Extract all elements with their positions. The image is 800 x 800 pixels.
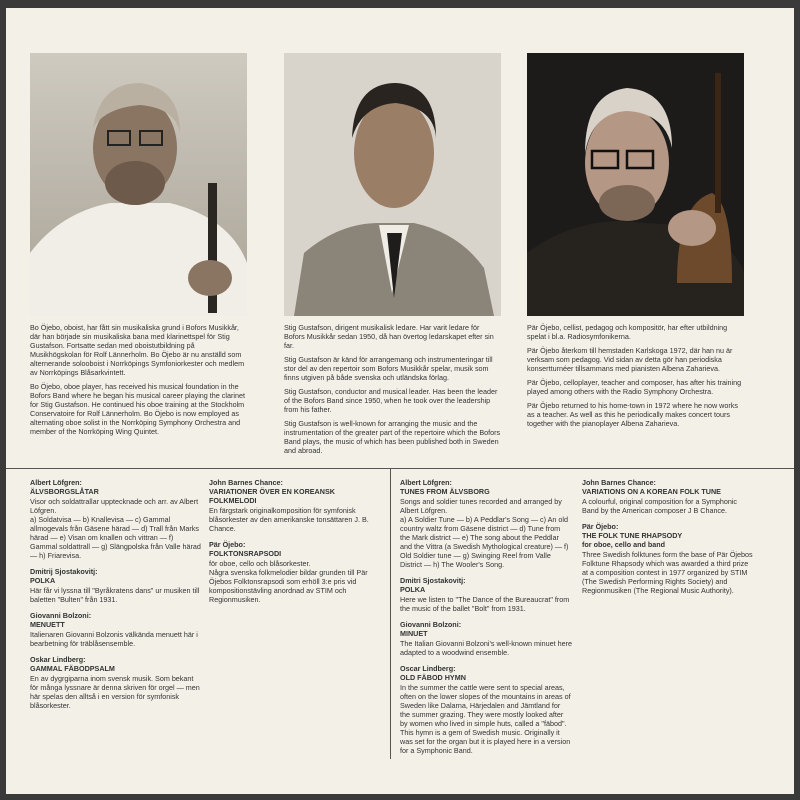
- work-title: VARIATIONER ÖVER EN KOREANSK FOLKMELODI: [209, 487, 335, 505]
- note-text: In the summer the cattle were sent to special areas, often on the lower slopes of the mountains in areas of Sweden like Dalarna, Härjedalen and Jämtland for the summer grazing. They were mostly looked after by women who lived in simple huts, called a "fäbod". This hymn is a gem of Swedish music. Originally it was set for the organ but it is played here in a version for a Symphonic Band.: [400, 683, 571, 755]
- note-text: Three Swedish folktunes form the base of Pär Öjebos Folktune Rhapsody which was awarded a third prize at a composition contest in 1977 organized by STIM (The Swedish Performing Rights Society) and Regionmusiken (The Regional Music Authority).: [582, 550, 753, 595]
- note-text: Here we listen to "The Dance of the Bureaucrat" from the music of the ballet "Bolt" from 1931.: [400, 595, 570, 613]
- note-entry: [30, 567, 202, 604]
- composer: Oscar Lindberg:: [400, 664, 456, 673]
- work-title: FOLKTONSRAPSODI: [209, 549, 282, 558]
- work-title: VARIATIONS ON A KOREAN FOLK TUNE: [582, 487, 721, 496]
- notes-col-4: [582, 478, 754, 602]
- composer: Pär Öjebo:: [209, 540, 246, 549]
- bio-stig-gustafson-sv2: Stig Gustafson är känd för arrangemang och instrumenteringar till stor del av den repertoir som Bofors Musikkår spelar, musik som finns utgiven på både svenska och utländska förlag.: [284, 355, 493, 382]
- work-title: MENUETT: [30, 620, 65, 629]
- work-title: POLKA: [30, 576, 56, 585]
- work-subtitle: for oboe, cello and band: [582, 540, 666, 549]
- bio-bo-ojebo-en: Bo Öjebo, oboe player, has received his musical foundation in the Bofors Band where he began his musical career playing the clarinet for Stig Gustafson. He continued his oboe training at the Stockholm Conservatoire for Rolf Lännerholm. Bo Öjebo is now employed as alternating oboe solist in the Norrköping Symphony Orchestra and member of the Norrköping Wing Quintet.: [30, 382, 245, 436]
- bio-bo-ojebo-sv: Bo Öjebo, oboist, har fått sin musikaliska grund i Bofors Musikkår, där han började sin musikaliska bana med klarinettspel för Stig Gustafson. Fortsatte sedan med oboistutbildning på Musikhögskolan för Rolf Lännerholm. Bo Öjebo är nu anställd som alternerande solooboist i Norrköpings Symfoniorkester och medlem av Norrköpings Blåsarkvintett.: [30, 323, 245, 377]
- composer: Albert Löfgren:: [400, 478, 452, 487]
- bio-par-ojebo-en1: Pär Öjebo, celloplayer, teacher and composer, has after his training played among others with the Radio Symphony Orchestra.: [527, 378, 742, 396]
- bio-stig-gustafson: [284, 323, 501, 460]
- work-title: GAMMAL FÄBODPSALM: [30, 664, 115, 673]
- divider-horizontal: [6, 468, 794, 469]
- note-entry: [582, 522, 754, 595]
- notes-col-1: [30, 478, 202, 717]
- note-text: för oboe, cello och blåsorkester. Några svenska folkmelodier bildar grunden till Pär Öjebos Folktonsrapsodi som erhöll 3:e pris vid kompositionstävling anordnad av STIM och Regionmusiken.: [209, 559, 368, 604]
- composer: Dmitrij Sjostakovitj:: [30, 567, 98, 576]
- bio-bo-ojebo: [30, 323, 247, 441]
- composer: John Barnes Chance:: [209, 478, 283, 487]
- composer: Oskar Lindberg:: [30, 655, 86, 664]
- work-title: THE FOLK TUNE RHAPSODY: [582, 531, 683, 540]
- composer: Dmitri Sjostakovitj:: [400, 576, 466, 585]
- note-text: Songs and soldier tunes recorded and arranged by Albert Löfgren. a) A Soldier Tune — b) A Peddlar's Song — c) An old country waltz from Gäsene district — d) Tune from the Mark district — e) The song about the Peddlar and the Vittra (a Swedish Mythological creature) — f) Old Soldier tune — g) Swinging Reel from Valle District — h) The Wooler's Song.: [400, 497, 569, 569]
- note-text: The Italian Giovanni Bolzoni's well-known minuet here adapted to a woodwind ensemble.: [400, 639, 572, 657]
- note-text: Visor och soldattrallar upptecknade och arr. av Albert Löfgren. a) Soldatvisa — b) Knallevisa — c) Gammal allmogevals från Gäsene härad — d) Trall från Marks härad — e) Visan om knallen och vittran — f) Gammal soldattrall — g) Slängpolska från Valle härad — h) Friarevisa.: [30, 497, 201, 560]
- note-entry: [400, 576, 572, 613]
- note-entry: [30, 478, 202, 560]
- note-entry: [209, 540, 381, 604]
- bio-par-ojebo-sv2: Pär Öjebo återkom till hemstaden Karlskoga 1972, där han nu är verksam som pedagog. Vid sidan av detta gör han periodiska konsertturnéer tillsammans med pianisten Albena Zaharieva.: [527, 346, 733, 373]
- composer: Giovanni Bolzoni:: [400, 620, 462, 629]
- bio-par-ojebo-en2: Pär Öjebo returned to his home-town in 1972 where he now works as a teacher. As well as this he periodically makes concert tours together with the pianoplayer Albena Zaharieva.: [527, 401, 738, 428]
- note-entry: [582, 478, 754, 515]
- bio-stig-gustafson-en1: Stig Gustafson, conductor and musical leader. Has been the leader of the Bofors Band since 1950, when he took over the leadership from his father.: [284, 387, 498, 414]
- note-entry: [400, 478, 572, 569]
- composer: Giovanni Bolzoni:: [30, 611, 92, 620]
- record-sleeve: [6, 8, 794, 794]
- work-title: MINUET: [400, 629, 428, 638]
- photo-bo-ojebo: [30, 53, 247, 316]
- bio-stig-gustafson-en2: Stig Gustafson is well-known for arranging the music and the instrumentation of the greater part of the repertoire which the Bofors Band plays, the music of which has been published both in Sweden and abroad.: [284, 419, 501, 455]
- note-text: Italienaren Giovanni Bolzonis välkända menuett här i bearbetning för träblåsensemble.: [30, 630, 198, 648]
- composer: Pär Öjebo:: [582, 522, 619, 531]
- note-text: En av dygrgiparna inom svensk musik. Som bekant för många lyssnare är denna skriven för orgel — men här spelas den alltså i en version för symfonisk blåsorkester.: [30, 674, 200, 710]
- note-entry: [30, 655, 202, 710]
- composer: John Barnes Chance:: [582, 478, 656, 487]
- notes-col-3: [400, 478, 572, 762]
- note-entry: [209, 478, 381, 533]
- work-title: ÄLVSBORGSLÅTAR: [30, 487, 99, 496]
- photo-stig-gustafson: [284, 53, 501, 316]
- note-entry: [30, 611, 202, 648]
- note-entry: [400, 620, 572, 657]
- work-title: OLD FÄBOD HYMN: [400, 673, 466, 682]
- work-title: POLKA: [400, 585, 426, 594]
- note-text: Här får vi lyssna till "Byråkratens dans" ur musiken till baletten "Bulten" från 1931.: [30, 586, 200, 604]
- bio-stig-gustafson-sv1: Stig Gustafson, dirigent musikalisk ledare. Har varit ledare för Bofors Musikkår sedan 1950, då han övertog ledarskapet efter sin far.: [284, 323, 494, 350]
- bio-par-ojebo: [527, 323, 744, 433]
- note-text: En färgstark originalkomposition för symfonisk blåsorkester av den amerikanske tonsättaren J. B. Chance.: [209, 506, 369, 533]
- divider-vertical: [390, 469, 391, 759]
- photo-par-ojebo: [527, 53, 744, 316]
- notes-col-2: [209, 478, 381, 611]
- work-title: TUNES FROM ÄLVSBORG: [400, 487, 490, 496]
- bio-par-ojebo-sv1: Pär Öjebo, cellist, pedagog och kompositör, har efter utbildning spelat i bl.a. Radiosymfonikerna.: [527, 323, 728, 341]
- note-text: A colourful, original composition for a Symphonic Band by the American composer J B Chance.: [582, 497, 738, 515]
- composer: Albert Löfgren:: [30, 478, 82, 487]
- note-entry: [400, 664, 572, 755]
